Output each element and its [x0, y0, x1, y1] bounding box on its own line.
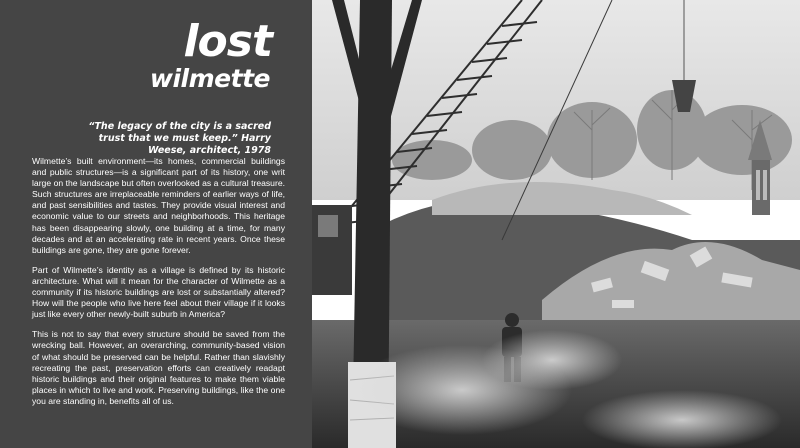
- paragraph: Part of Wilmette’s identity as a village is defined by its historic architecture. What will it mean for the character of Wilmette as a community if its historic buildings are lost or substantially altered? How will the people who live here feel about their village if it looks just like every other newly-built suburb in America?: [32, 264, 285, 320]
- text-panel: [0, 0, 312, 448]
- body-text: [32, 156, 285, 416]
- pull-quote: “The legacy of the city is a sacred trust that we must keep.” Harry Weese, architect, 1978: [88, 121, 271, 156]
- title-wilmette: wilmette: [149, 64, 270, 93]
- title-lost: lost: [183, 16, 272, 67]
- demolition-photo-illustration: [312, 0, 800, 448]
- demolition-photo: [312, 0, 800, 448]
- paragraph: Wilmette’s built environment—its homes, commercial buildings and public structures—is a significant part of its history, one writ large on the landscape but often overlooked as a cultural treasure. Such structures are irreplaceable reminders of earlier ways of life, and past sensibilities and tastes. They provide visual interest and economic value to our streets and neighborhoods. This heritage has been disappearing slowly, one building at a time, for many decades and at an accelerating rate in recent years. Once these buildings are gone, they are gone forever.: [32, 156, 285, 255]
- paragraph: This is not to say that every structure should be saved from the wrecking ball. However, an overarching, community-based vision of what should be preserved can be helpful. Rather than slavishly recreating the past, preservation efforts can creatively readapt historic buildings and their original features to make them viable places in which to live and work. Preserving buildings, like the one you are standing in, benefits all of us.: [32, 329, 285, 406]
